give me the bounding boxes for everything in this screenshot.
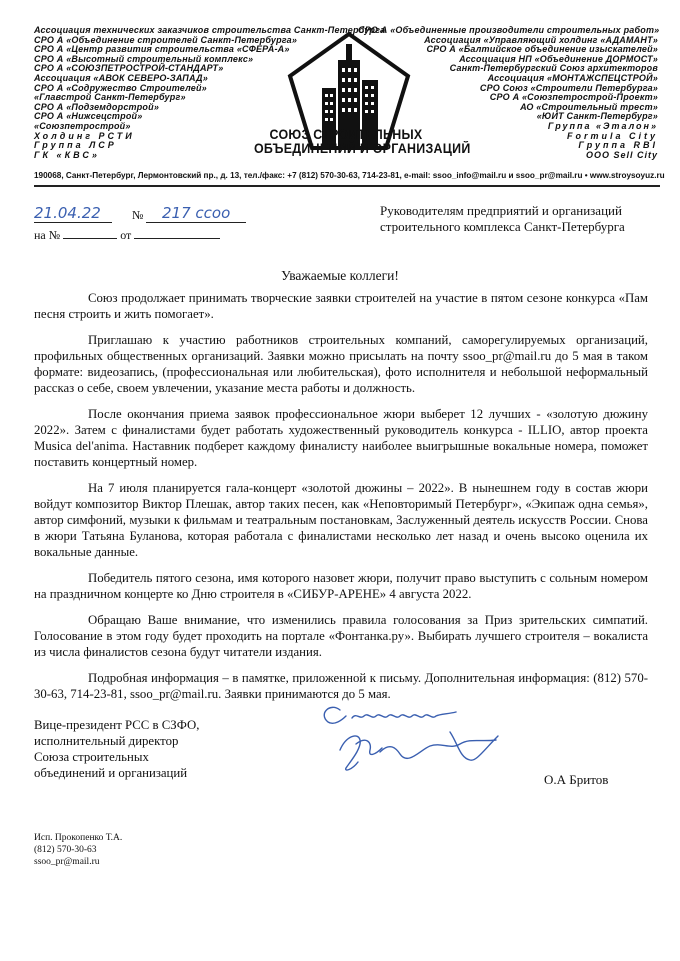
paragraph: Приглашаю к участию работников строительных компаний, саморегулируемых организаций, профильных общественных организаций. Заявки можно присылать на почту ssoo_pr@mail.ru до 5 мая в таком формате: видеозапись, (профессиональная или любительская), фото исполнителя и небольшой неформальный рассказ о себе, своем увлечении, указание места работы и должность. [34, 333, 648, 395]
member-item: АО «Строительный трест» [520, 101, 658, 112]
member-item: Formula City [566, 130, 658, 141]
handwritten-date: 21.04.22 [34, 204, 101, 222]
member-item: «Главстрой Санкт-Петербург» [34, 92, 186, 103]
letter-body [34, 290, 648, 712]
greeting: Уважаемые коллеги! [281, 268, 399, 283]
paragraph: Победитель пятого сезона, имя которого назовет жюри, получит право выступить с сольным номером на праздничном концерте ко Дню строителя в «СИБУР-АРЕНЕ» 4 августа 2022. [34, 571, 648, 601]
member-item: СРО А «Объединенные производители строительных работ» [358, 25, 660, 35]
executor-line: Исп. Прокопенко Т.А. [34, 833, 123, 843]
member-list-right [358, 26, 658, 160]
member-item: Ассоциация «АВОК СЕВЕРО-ЗАПАД» [34, 72, 208, 83]
on-number-label: на № [34, 228, 61, 242]
member-item: Санкт-Петербургский Союз архитекторов [449, 63, 658, 74]
member-item: СРО А «Балтийское объединение изыскателей» [426, 44, 658, 55]
recipient-line: Руководителям предприятий и организаций [380, 203, 622, 218]
number-label: № [132, 208, 144, 222]
member-item: «Союзпетрострой» [34, 120, 131, 131]
member-item: СРО А «Нижсецстрой» [34, 111, 143, 122]
logo-line: ОБЪЕДИНЕНИЙ И ОРГАНИЗАЦИЙ [254, 141, 471, 156]
title-line: объединений и организаций [34, 766, 188, 780]
paragraph: Союз продолжает принимать творческие заявки строителей на участие в пятом сезоне конкурса «Пам песня строить и жить помогает». [34, 291, 648, 321]
member-item: ГК «КВС» [34, 149, 100, 160]
handwritten-number: 217 ссоо [162, 204, 231, 222]
member-item: Группа RBI [578, 140, 658, 151]
member-item: СРО А «Содружество Строителей» [34, 82, 207, 93]
member-item: СРО Союз «Строители Петербурга» [479, 82, 658, 93]
member-item: Ассоциация технических заказчиков строительства Санкт-Петербурга [34, 25, 386, 35]
logo-line: СОЮЗ СТРОИТЕЛЬНЫХ [269, 127, 423, 142]
handwritten-signature [300, 692, 530, 782]
from-label: от [120, 228, 132, 242]
member-item: СРО А «Объединение строителей Санкт-Петербурга» [34, 34, 298, 45]
member-item: СРО А «Подземдорстрой» [34, 101, 160, 112]
member-item: Ассоциация НП «Объединение ДОРМОСТ» [459, 53, 658, 64]
paragraph: После окончания приема заявок профессиональное жюри выберет 12 лучших - «золотую дюжину 2022». Затем с финалистами будет работать художественный руководитель конкурса - ILLIO, автор проекта Musica del'anima. Наставник подберет каждому финалисту наиболее выигрышные вокальные номера, поможет поставить концертный номер. [34, 407, 648, 469]
signatory-title [34, 717, 274, 781]
executor-block [34, 832, 122, 868]
paragraph: Обращаю Ваше внимание, что изменились правила голосования за Приз зрительских симпатий. Голосование в этом году будет проходить на портале «Фонтанка.ру». Выбирать лучшего строителя – вокалиста из числа финалистов сезона будут читатели издания. [34, 613, 648, 659]
executor-line: (812) 570-30-63 [34, 845, 97, 855]
paragraph: Подробная информация – в памятке, приложенной к письму. Дополнительная информация: (812) 570-30-63, 714-23-81, ssoo_pr@mail.ru. Заявки принимаются до 5 мая. [34, 671, 648, 701]
member-item: Ассоциация «МОНТАЖСПЕЦСТРОЙ» [487, 72, 658, 83]
registration-outgoing [34, 206, 264, 226]
registration-incoming [34, 226, 220, 243]
header-divider [34, 185, 660, 187]
member-item: СРО А «Союзпетрострой-Проект» [489, 92, 658, 103]
member-item: ООО Sell City [585, 149, 658, 160]
member-item: Группа «Эталон» [547, 120, 658, 131]
member-item: Холдинг РСТИ [34, 130, 135, 141]
contact-address: 190068, Санкт-Петербург, Лермонтовский пр., д. 13, тел./факс: +7 (812) 570-30-63, 714-23-81, e-mail: ssoo_info@mail.ru и ssoo_pr@mail.ru • www.stroysoyuz.ru [34, 171, 665, 180]
member-item: Ассоциация «Управляющий холдинг «АДАМАНТ» [424, 34, 658, 45]
registration-block [34, 206, 254, 246]
signer-name: О.А Бритов [544, 772, 609, 787]
title-line: Союза строительных [34, 750, 149, 764]
recipient-block [380, 203, 650, 235]
member-item: СРО А «Центр развития строительства «СФЕРА-А» [34, 44, 290, 55]
title-line: Вице-президент РСС в СЗФО, [34, 718, 200, 732]
member-item: Группа ЛСР [34, 140, 117, 151]
member-item: «ЮИТ Санкт-Петербург» [536, 111, 658, 122]
paragraph: На 7 июля планируется гала-концерт «золотой дюжины – 2022». В нынешнем году в состав жюри войдут композитор Виктор Плешак, автор таких песен, как «Неповторимый Петербург», «Экипаж одна семья», автор симфоний, музыки к фильмам и театральным постановкам, Заслуженный деятель искусств России. Снова в жюри Татьяна Буланова, которая работала с финалистами несколько лет назад и очень высоко оценила их вокальные данные. [34, 481, 648, 559]
recipient-line: строительного комплекса Санкт-Петербурга [380, 219, 625, 234]
title-line: исполнительный директор [34, 734, 179, 748]
member-item: СРО А «Высотный строительный комплекс» [34, 53, 254, 64]
letterhead [0, 0, 680, 200]
member-item: СРО А «СОЮЗПЕТРОСТРОЙ-СТАНДАРТ» [34, 63, 224, 74]
executor-line: ssoo_pr@mail.ru [34, 857, 100, 867]
